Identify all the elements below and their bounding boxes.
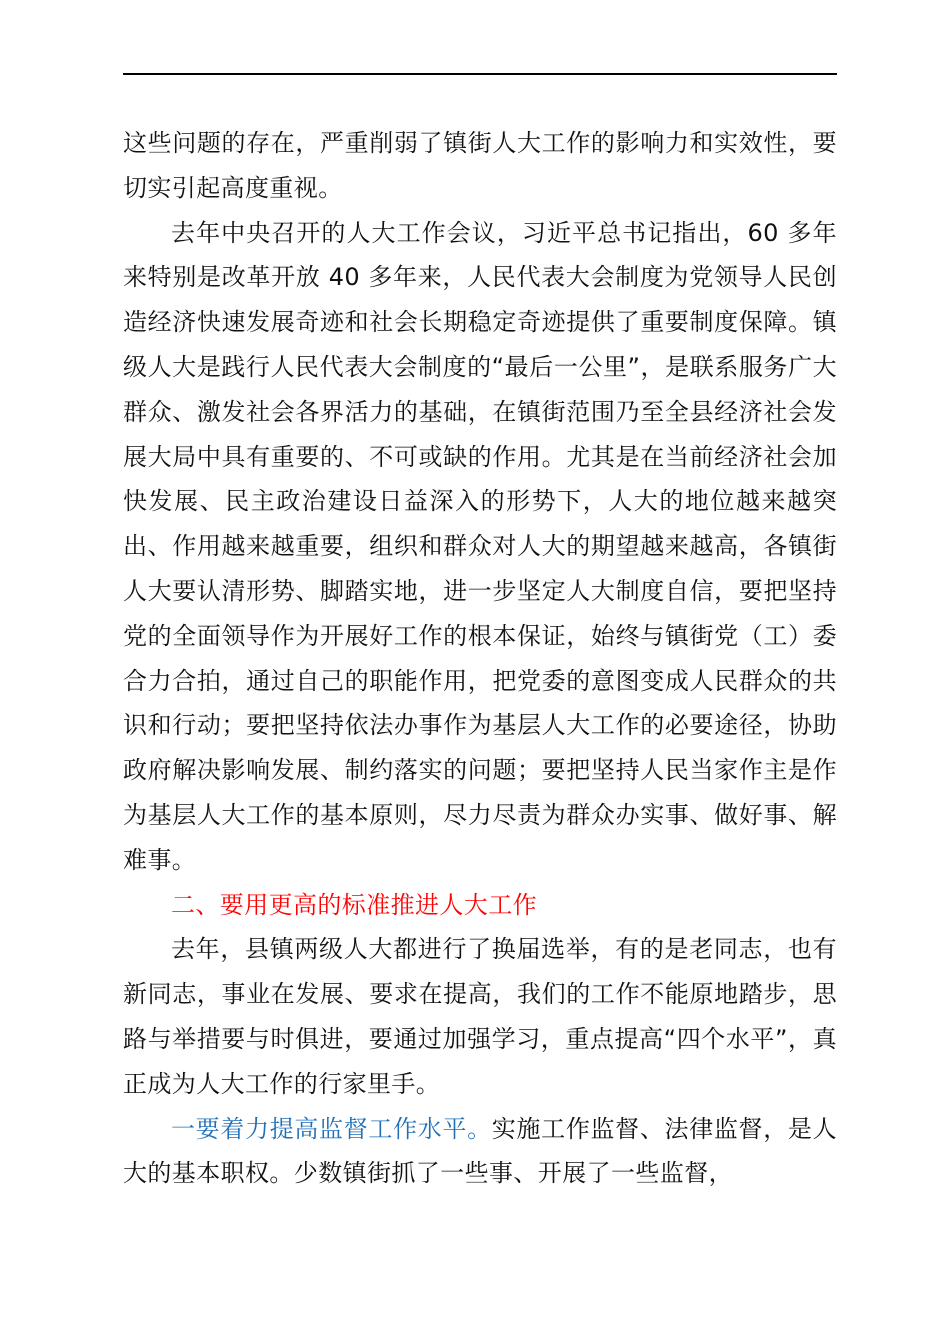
paragraph-2: 去年中央召开的人大工作会议，习近平总书记指出，60 多年来特别是改革开放 40 多年来，人民代表大会制度为党领导人民创造经济快速发展奇迹和社会长期稳定奇迹提供了重要制度保障。镇级人大是践行人民代表大会制度的“最后一公里”，是联系服务广大群众、激发社会各界活力的基础，在镇街范围乃至全县经济社会发展大局中具有重要的、不可或缺的作用。尤其是在当前经济社会加快发展、民主政治建设日益深入的形势下，人大的地位越来越突出、作用越来越重要，组织和群众对人大的期望越来越高，各镇街人大要认清形势、脚踏实地，进一步坚定人大制度自信，要把坚持党的全面领导作为开展好工作的根本保证，始终与镇街党（工）委合力合拍，通过自己的职能作用，把党委的意图变成人民群众的共识和行动；要把坚持依法办事作为基层人大工作的必要途径，协助政府解决影响发展、制约落实的问题；要把坚持人民当家作主是作为基层人大工作的基本原则，尽力尽责为群众办实事、做好事、解难事。 [123,218,837,874]
header-rule [123,73,837,75]
paragraph-4-text: 实施工作监督、法律监督，是人大的基本职权。少数镇街抓了一些事、开展了一些监督， [123,1114,837,1188]
paragraph-1: 这些问题的存在，严重削弱了镇街人大工作的影响力和实效性，要切实引起高度重视。 [123,129,837,202]
paragraph-3: 去年，县镇两级人大都进行了换届选举，有的是老同志，也有新同志，事业在发展、要求在提高，我们的工作不能原地踏步，思路与举措要与时俱进，要通过加强学习，重点提高“四个水平”，真正成为人大工作的行家里手。 [123,935,837,1098]
paragraph-4 [123,1107,837,1197]
section-heading-2: 二、要用更高的标准推进人大工作 [171,890,537,919]
document-body [123,121,837,1196]
paragraph-4-lead: 一要着力提高监督工作水平。 [171,1114,492,1143]
